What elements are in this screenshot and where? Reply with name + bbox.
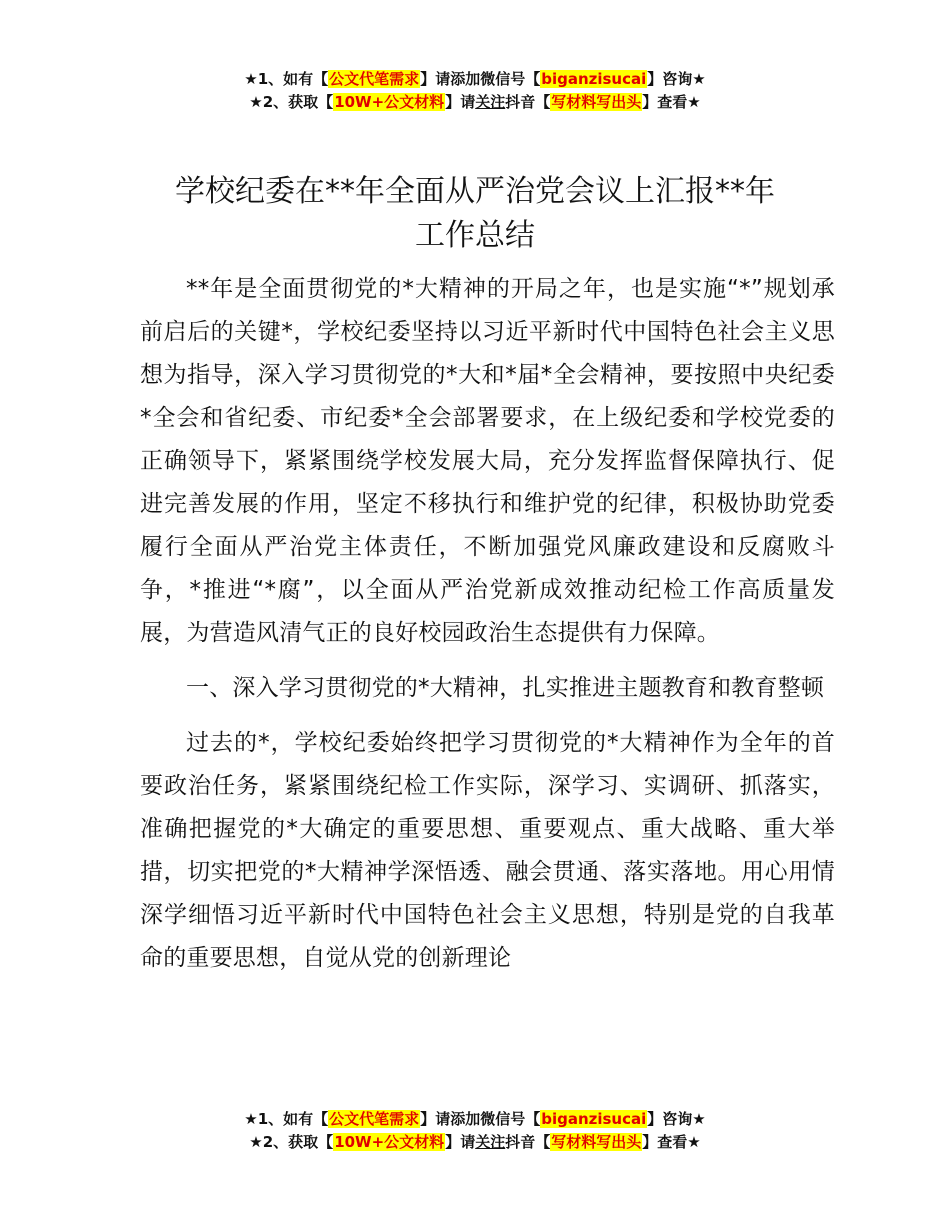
notice-highlight: 写材料写出头 [551,93,642,111]
notice-text: ★2、获取【 [249,93,334,111]
notice-text: ★1、如有【 [244,70,329,88]
section-heading: 一、深入学习贯彻党的*大精神，扎实推进主题教育和教育整顿 [186,675,825,701]
notice-line-2 [0,1131,950,1154]
notice-text: 】请添加微信号【 [420,70,541,88]
notice-line-1 [0,68,950,91]
notice-text: 抖音【 [505,93,551,111]
footer-notice [0,1108,950,1154]
notice-text: 】查看★ [642,93,701,111]
title-line-2: 工作总结 [415,218,535,253]
header-notice [0,68,950,114]
notice-line-1 [0,1108,950,1131]
notice-underlined-text: 关注 [475,1133,506,1151]
document-title [120,170,830,258]
wechat-id-highlight: biganzisucai [541,70,647,88]
notice-highlight: 10W+公文材料 [334,93,445,111]
notice-text: 】咨询★ [647,70,706,88]
notice-highlight: 公文代笔需求 [329,70,420,88]
notice-text: 】请 [445,1133,476,1151]
notice-text: 抖音【 [505,1133,551,1151]
notice-text: ★2、获取【 [249,1133,334,1151]
notice-underlined-text: 关注 [475,93,506,111]
notice-line-2 [0,91,950,114]
notice-text: 】请 [445,93,476,111]
notice-highlight: 公文代笔需求 [329,1110,420,1128]
notice-highlight: 10W+公文材料 [334,1133,445,1151]
notice-text: 】请添加微信号【 [420,1110,541,1128]
notice-text: ★1、如有【 [244,1110,329,1128]
body-paragraph: **年是全面贯彻党的*大精神的开局之年，也是实施“*”规划承前启后的关键*，学校纪委坚持以习近平新时代中国特色社会主义思想为指导，深入学习贯彻党的*大和*届*全会精神，要按照中央纪委*全会和省纪委、市纪委*全会部署要求，在上级纪委和学校党委的正确领导下，紧紧围绕学校发展大局，充分发挥监督保障执行、促进完善发展的作用，坚定不移执行和维护党的纪律，积极协助党委履行全面从严治党主体责任，不断加强党风廉政建设和反腐败斗争，*推进“*腐”，以全面从严治党新成效推动纪检工作高质量发展，为营造风清气正的良好校园政治生态提供有力保障。 [140,276,835,646]
notice-text: 】咨询★ [647,1110,706,1128]
title-line-1: 学校纪委在**年全面从严治党会议上汇报**年 [175,174,775,209]
body-paragraph: 过去的*，学校纪委始终把学习贯彻党的*大精神作为全年的首要政治任务，紧紧围绕纪检工作实际，深学习、实调研、抓落实，准确把握党的*大确定的重要思想、重要观点、重大战略、重大举措，切实把党的*大精神学深悟透、融会贯通、落实落地。用心用情深学细悟习近平新时代中国特色社会主义思想，特别是党的自我革命的重要思想，自觉从党的创新理论 [140,730,835,971]
wechat-id-highlight: biganzisucai [541,1110,647,1128]
notice-highlight: 写材料写出头 [551,1133,642,1151]
document-body [140,268,835,980]
notice-text: 】查看★ [642,1133,701,1151]
